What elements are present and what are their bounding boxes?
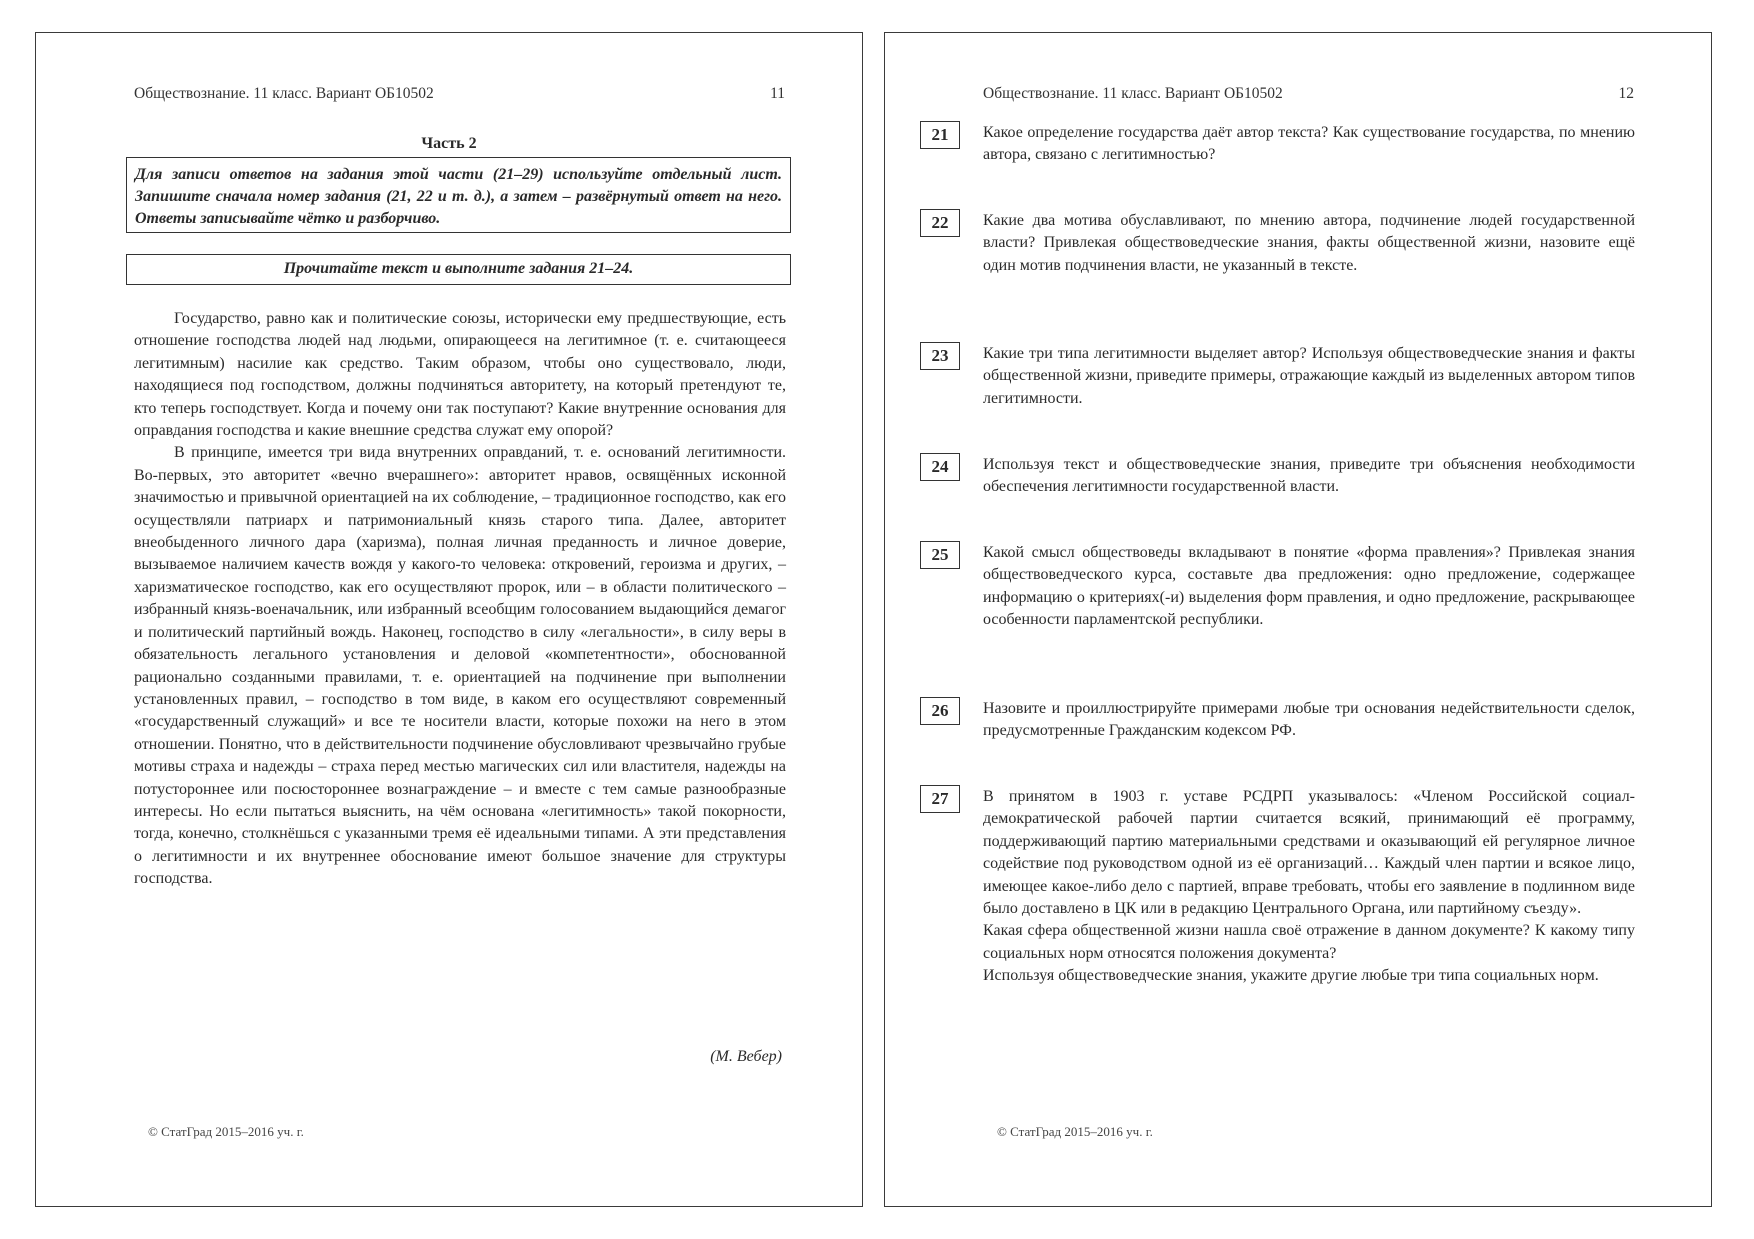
author-signature: (М. Вебер): [710, 1048, 782, 1065]
task-text: [983, 122, 1635, 167]
task-paragraph: Какие два мотива обуславливают, по мнению автора, подчинение людей государственной власти? Привлекая обществоведческие знания, факты общественной жизни, назовите ещё один мотив подчинения власти, не указанный в тексте.: [983, 212, 1635, 274]
header-title: Обществознание. 11 класс. Вариант ОБ10502: [983, 85, 1283, 102]
part-title: Часть 2: [421, 135, 477, 152]
instructions-box: Для записи ответов на задания этой части (21–29) используйте отдельный лист. Запишите сначала номер задания (21, 22 и т. д.), а затем – развёрнутый ответ на него. Ответы записывайте чётко и разборчиво.: [126, 157, 791, 233]
task-text: [983, 454, 1635, 499]
task-paragraph: Какое определение государства даёт автор текста? Как существование государства, по мнению автора, связано с легитимностью?: [983, 124, 1635, 164]
task-paragraph: Какой смысл обществоведы вкладывают в понятие «форма правления»? Привлекая знания обществоведческого курса, составьте два предложения: одно предложение, содержащее информацию о критериях(-и) выделения форм правления, и одно предложение, раскрывающее особенности парламентской республики.: [983, 544, 1635, 629]
task-paragraph: Используя текст и обществоведческие знания, приведите три объяснения необходимости обеспечения легитимности государственной власти.: [983, 456, 1635, 496]
read-instruction-box: Прочитайте текст и выполните задания 21–24.: [126, 254, 791, 285]
task-paragraph: Какие три типа легитимности выделяет автор? Используя обществоведческие знания и факты общественной жизни, приведите примеры, отражающие каждый из выделенных автором типов легитимности.: [983, 345, 1635, 407]
task-number-box: 23: [920, 342, 960, 370]
task-text: [983, 210, 1635, 277]
page-number: 12: [1618, 85, 1634, 102]
paragraph-1: Государство, равно как и политические союзы, исторически ему предшествующие, есть отношение господства людей над людьми, опирающееся на легитимное (т. е. считающееся легитимным) насилие как средство. Таким образом, чтобы оно существовало, люди, находящиеся под господством, должны подчиняться авторитету, на который претендуют те, кто теперь господствует. Когда и почему они так поступают? Какие внутренние основания для оправдания господства и какие внешние средства служат ему опорой?: [134, 310, 786, 440]
task-paragraph: Назовите и проиллюстрируйте примерами любые три основания недействительности сделок, предусмотренные Гражданским кодексом РФ.: [983, 700, 1635, 740]
source-text: [134, 308, 786, 891]
task-paragraph: В принятом в 1903 г. уставе РСДРП указывалось: «Членом Российской социал-демократической рабочей партии считается всякий, принимающий её программу, поддерживающий партию материальными средствами и оказывающий ей регулярное личное содействие под руководством одной из её организаций… Каждый член партии и всякое лицо, имеющее какое-либо дело с партией, вправе требовать, чтобы его заявление в подлинном виде было доставлено в ЦК или в редакцию Центрального Органа, или партийному съезду».: [983, 788, 1635, 918]
page-number: 11: [770, 85, 785, 102]
task-number-box: 25: [920, 541, 960, 569]
task-number-box: 22: [920, 209, 960, 237]
task-text: [983, 698, 1635, 743]
task-paragraph: Используя обществоведческие знания, укажите другие любые три типа социальных норм.: [983, 967, 1599, 985]
task-number-box: 26: [920, 697, 960, 725]
footer-copyright: © СтатГрад 2015–2016 уч. г.: [997, 1124, 1153, 1139]
task-text: [983, 542, 1635, 632]
task-text: [983, 343, 1635, 410]
paragraph-2: В принципе, имеется три вида внутренних оправданий, т. е. оснований легитимности. Во-первых, это авторитет «вечно вчерашнего»: авторитет нравов, освящённых исконной значимостью и привычной ориентацией на их соблюдение, – традиционное господство, как его осуществляли патриарх и патримониальный князь старого типа. Далее, авторитет внеобыденного личного дара (харизма), полная личная преданность и личное доверие, вызываемое наличием качеств вождя у какого-то человека: откровений, героизма и других, – харизматическое господство, как его осуществляют пророк, или – в области политического – избранный князь-военачальник, или избранный всеобщим голосованием выдающийся демагог и политический партийный вождь. Наконец, господство в силу «легальности», в силу веры в обязательность легального установления и деловой «компетентности», обоснованной рационально созданными правилами, т. е. ориентацией на подчинение при выполнении установленных правил, – господство в том виде, в каком его осуществляют современный «государственный служащий» и все те носители власти, которые похожи на него в этом отношении. Понятно, что в действительности подчинение обусловливают чрезвычайно грубые мотивы страха и надежды – страха перед местью магических сил или властителя, надежды на потустороннее или посюстороннее вознаграждение – и вместе с тем самые разнообразные интересы. Но если пытаться выяснить, на чём основана «легитимность» такой покорности, тогда, конечно, столкнёшься с указанными тремя её идеальными типами. А эти представления о легитимности и их внутреннее обоснование имеют большое значение для структуры господства.: [134, 444, 786, 888]
right-page: [884, 32, 1712, 1207]
footer-copyright: © СтатГрад 2015–2016 уч. г.: [148, 1124, 304, 1139]
task-number-box: 24: [920, 453, 960, 481]
task-number-box: 21: [920, 121, 960, 149]
header-title: Обществознание. 11 класс. Вариант ОБ10502: [134, 85, 434, 102]
task-number-box: 27: [920, 785, 960, 813]
left-page: [35, 32, 863, 1207]
task-text: [983, 786, 1635, 988]
task-paragraph: Какая сфера общественной жизни нашла своё отражение в данном документе? К какому типу социальных норм относятся положения документа?: [983, 922, 1635, 962]
